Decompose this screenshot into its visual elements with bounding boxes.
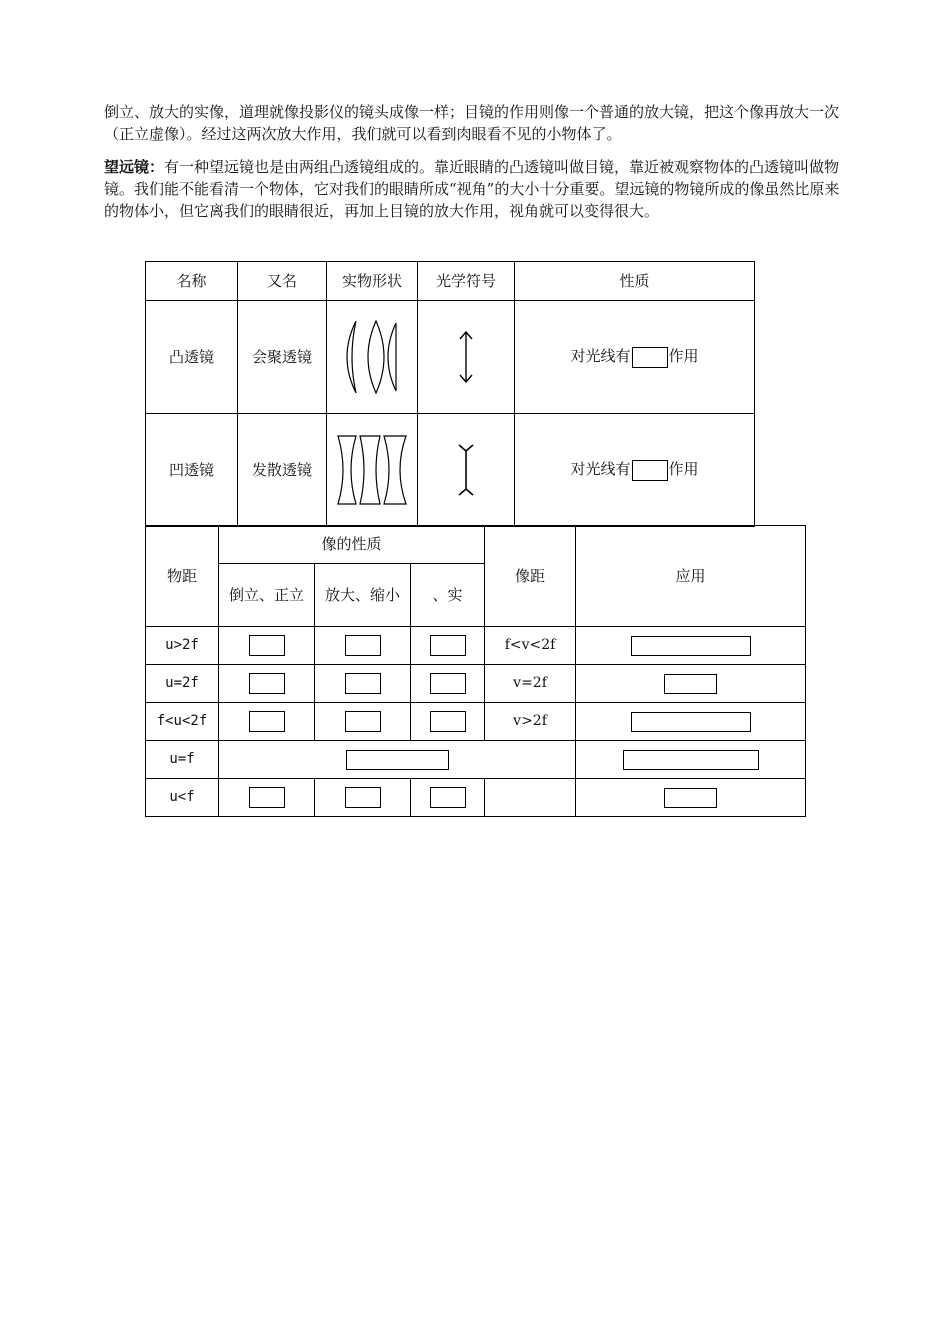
image-distance-cell xyxy=(485,779,576,817)
subheader-size: 放大、缩小 xyxy=(315,564,411,627)
answer-blank[interactable] xyxy=(249,673,285,694)
answer-blank[interactable] xyxy=(430,673,466,694)
header-image-nature: 像的性质 xyxy=(219,526,485,564)
telescope-label: 望远镜： xyxy=(104,158,165,176)
image-distance-cell: v=2f xyxy=(485,665,576,703)
header-name: 名称 xyxy=(146,262,238,301)
lens-alias-convex: 会聚透镜 xyxy=(238,301,327,414)
answer-blank[interactable] xyxy=(632,347,668,368)
lens-alias-concave: 发散透镜 xyxy=(238,414,327,527)
telescope-text: 有一种望远镜也是由两组凸透镜组成的。靠近眼睛的凸透镜叫做目镜，靠近被观察物体的凸透镜叫做物镜。我们能不能看清一个物体，它对我们的眼睛所成“视角”的大小十分重要。望远镜的物镜所成的像虽然比原来的物体小，但它离我们的眼睛很近，再加上目镜的放大作用，视角就可以变得很大。 xyxy=(104,158,840,220)
table-row xyxy=(146,779,806,817)
concave-property xyxy=(515,414,755,527)
image-properties-table xyxy=(145,525,806,817)
answer-blank[interactable] xyxy=(430,787,466,808)
answer-blank[interactable] xyxy=(664,674,717,694)
property-suffix: 作用 xyxy=(668,460,699,479)
convex-shape-cell xyxy=(327,301,418,414)
header-object-distance: 物距 xyxy=(146,526,219,627)
answer-blank[interactable] xyxy=(631,636,751,656)
paragraph-microscope: 倒立、放大的实像，道理就像投影仪的镜头成像一样；目镜的作用则像一个普通的放大镜，把这个像再放大一次（正立虚像）。经过这两次放大作用，我们就可以看到肉眼看不见的小物体了。 xyxy=(104,103,840,143)
property-prefix: 对光线有 xyxy=(570,460,631,479)
header-property: 性质 xyxy=(515,262,755,301)
answer-blank[interactable] xyxy=(345,787,381,808)
answer-blank[interactable] xyxy=(632,460,668,481)
property-prefix: 对光线有 xyxy=(570,347,631,366)
subheader-orientation: 倒立、正立 xyxy=(219,564,315,627)
property-suffix: 作用 xyxy=(668,347,699,366)
object-distance-cell: u<f xyxy=(146,779,219,817)
header-alias: 又名 xyxy=(238,262,327,301)
answer-blank[interactable] xyxy=(249,635,285,656)
object-distance-cell: u>2f xyxy=(146,627,219,665)
header-symbol: 光学符号 xyxy=(418,262,515,301)
table-row xyxy=(146,703,806,741)
answer-blank[interactable] xyxy=(623,750,759,770)
paragraph-telescope xyxy=(104,156,844,222)
answer-blank[interactable] xyxy=(631,712,751,732)
concave-lens-shapes-icon xyxy=(336,432,408,508)
object-distance-cell: u=2f xyxy=(146,665,219,703)
lens-name-concave: 凹透镜 xyxy=(146,414,238,527)
subheader-type: 、实 xyxy=(411,564,485,627)
answer-blank[interactable] xyxy=(430,711,466,732)
convex-symbol-cell xyxy=(418,301,515,414)
answer-blank[interactable] xyxy=(664,788,717,808)
image-distance-cell: v>2f xyxy=(485,703,576,741)
convex-lens-symbol-icon xyxy=(456,329,476,385)
answer-blank[interactable] xyxy=(345,635,381,656)
lens-name-convex: 凸透镜 xyxy=(146,301,238,414)
answer-blank[interactable] xyxy=(346,750,449,770)
answer-blank[interactable] xyxy=(345,711,381,732)
convex-lens-shapes-icon xyxy=(336,317,408,397)
convex-property xyxy=(515,301,755,414)
concave-shape-cell xyxy=(327,414,418,527)
concave-symbol-cell xyxy=(418,414,515,527)
header-image-distance: 像距 xyxy=(485,526,576,627)
answer-blank[interactable] xyxy=(249,711,285,732)
table-row xyxy=(146,627,806,665)
answer-blank[interactable] xyxy=(345,673,381,694)
header-shape: 实物形状 xyxy=(327,262,418,301)
object-distance-cell: f<u<2f xyxy=(146,703,219,741)
answer-blank[interactable] xyxy=(430,635,466,656)
header-application: 应用 xyxy=(576,526,806,627)
object-distance-cell: u=f xyxy=(146,741,219,779)
table-row xyxy=(146,741,806,779)
answer-blank[interactable] xyxy=(249,787,285,808)
concave-lens-symbol-icon xyxy=(456,442,476,498)
image-distance-cell: f<v<2f xyxy=(485,627,576,665)
table-row xyxy=(146,665,806,703)
lens-table xyxy=(145,261,755,527)
